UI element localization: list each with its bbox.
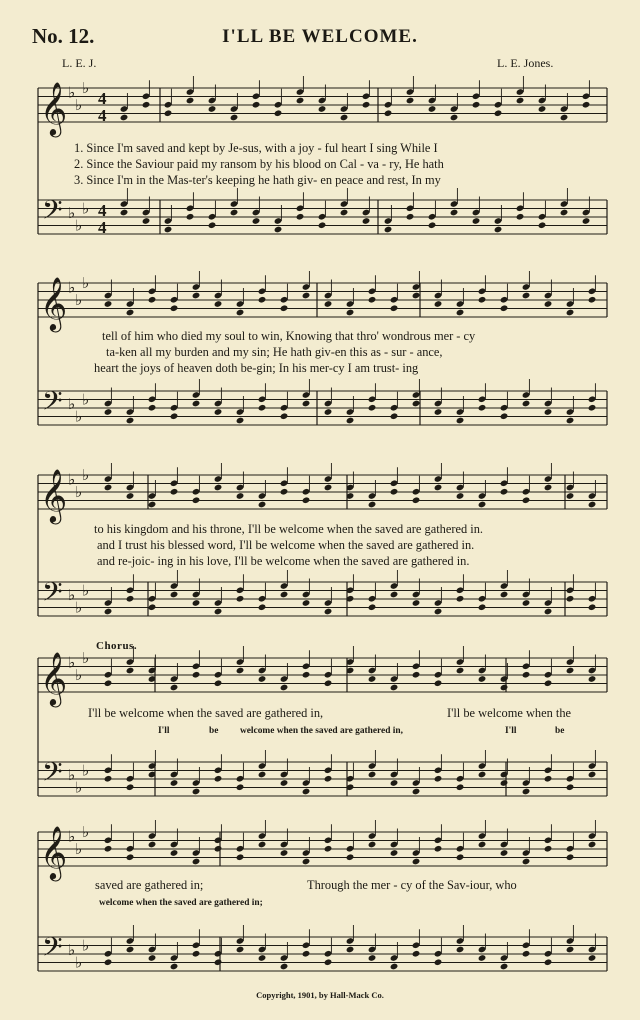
flat-icon: ♭ [75,96,83,114]
note-head [456,667,465,675]
note-head [478,771,487,779]
bass-staff [38,582,607,616]
treble-staff [38,832,607,866]
note-head [142,101,151,109]
note-head [126,946,135,954]
note-head [126,595,135,603]
note-head [478,841,487,849]
note-head [362,217,371,225]
note-head [478,404,487,412]
flat-icon: ♭ [75,291,83,309]
note-head [406,213,415,221]
note-head [208,221,217,229]
note-head [236,946,245,954]
bass-clef-icon: 𝄢 [42,576,63,614]
note-head [566,595,575,603]
verse-line: and re-joic- ing in his love, I'll be welcome when the saved are gathered in. [97,554,470,568]
note-head [318,105,327,113]
flat-icon: ♭ [82,466,90,484]
note-head [104,408,113,416]
note-head [302,400,311,408]
note-head [104,484,113,492]
note-head [412,858,421,866]
bass-staff [38,391,607,425]
verse-line: ta-ken all my burden and my sin; He hath giv-en this as - sur - ance, [106,345,443,359]
treble-staff [38,475,607,509]
note-head [560,209,569,217]
note-head [588,771,597,779]
note-head [412,599,421,607]
bass-staff [38,762,607,796]
flat-icon: ♭ [75,840,83,858]
note-head [280,963,289,971]
note-head [412,292,421,300]
flat-icon: ♭ [75,778,83,797]
note-head [214,484,223,492]
note-head [434,845,443,853]
note-head [384,109,393,117]
note-head [588,603,597,611]
note-head [544,300,553,308]
flat-icon: ♭ [82,649,90,667]
note-head [192,950,201,958]
bass-clef-icon: 𝄢 [42,756,63,794]
note-head [522,292,531,300]
note-head [258,841,267,849]
note-head [538,221,547,229]
verse-line: 3. Since I'm in the Mas-ter's keeping he hath giv- en peace and rest, In my [74,173,441,187]
note-head [412,671,421,679]
chorus-lyric: I'll be welcome when the saved are gathered in, [88,706,324,720]
note-head [236,417,245,425]
note-head [170,963,179,971]
note-head [192,671,201,679]
note-head [390,684,399,692]
hymn-number: No. 12. [32,24,95,48]
note-head [390,412,399,420]
note-head [500,684,509,692]
note-head [104,845,113,853]
note-head [456,417,465,425]
note-head [588,501,597,509]
verse-line: 2. Since the Saviour paid my ransom by his blood on Cal - va - ry, He hath [74,157,444,171]
note-head [214,679,223,687]
note-head [236,783,245,791]
note-head [324,679,333,687]
flat-icon: ♭ [82,581,90,600]
verse-line: and I trust his blessed word, I'll be welcome when the saved are gathered in. [97,538,475,552]
flat-icon: ♭ [68,83,76,102]
note-head [588,404,597,412]
note-head [522,599,531,607]
bass-lyric: be [209,726,219,736]
note-head [274,226,283,234]
flat-icon: ♭ [75,598,83,617]
verse-line: heart the joys of heaven doth be-gin; In his mer-cy I am trust- ing [94,361,419,375]
note-head [368,771,377,779]
note-head [434,300,443,308]
note-head [274,109,283,117]
note-head [522,950,531,958]
note-head [428,221,437,229]
bass-clef-icon: 𝄢 [42,931,63,969]
note-head [148,296,157,304]
flat-icon: ♭ [75,407,83,426]
note-head [456,946,465,954]
note-head [126,667,135,675]
note-head [258,501,267,509]
note-head [192,496,201,504]
note-head [428,105,437,113]
note-head [324,845,333,853]
bass-lyric: welcome when the saved are gathered in; [99,898,263,908]
note-head [170,488,179,496]
treble-staff [38,658,607,692]
note-head [516,213,525,221]
note-head [192,400,201,408]
note-head [192,292,201,300]
note-head [538,105,547,113]
note-head [280,488,289,496]
note-head [214,300,223,308]
flat-icon: ♭ [82,79,90,97]
note-head [434,775,443,783]
note-head [450,114,459,122]
note-head [522,400,531,408]
time-signature: 4 [98,106,107,125]
note-head [500,304,509,312]
note-head [566,946,575,954]
note-head [302,950,311,958]
note-head [148,501,157,509]
note-head [390,963,399,971]
note-head [126,417,135,425]
flat-icon: ♭ [68,203,76,222]
note-head [544,484,553,492]
bass-staff [38,937,607,971]
bass-lyric: be [555,726,565,736]
note-head [368,954,377,962]
note-head [566,853,575,861]
note-head [566,417,575,425]
note-head [434,958,443,966]
note-head [258,404,267,412]
bass-lyric: I'll [505,726,517,736]
note-head [478,501,487,509]
note-head [302,292,311,300]
note-head [236,853,245,861]
note-head [214,958,223,966]
note-head [104,608,113,616]
note-head [302,671,311,679]
note-head [494,226,503,234]
note-head [544,775,553,783]
note-head [390,779,399,787]
flat-icon: ♭ [82,936,90,955]
note-head [280,304,289,312]
flat-icon: ♭ [68,278,76,297]
note-head [500,591,509,599]
flat-icon: ♭ [68,585,76,604]
note-head [434,608,443,616]
note-head [324,608,333,616]
note-head [582,217,591,225]
treble-clef-icon: 𝄞 [40,468,68,522]
bass-clef-icon: 𝄢 [42,194,63,232]
note-head [500,849,509,857]
treble-clef-icon: 𝄞 [40,651,68,705]
note-head [214,845,223,853]
note-head [170,849,179,857]
note-head [478,675,487,683]
note-head [214,608,223,616]
note-head [148,404,157,412]
note-head [340,114,349,122]
chorus-lyric: Through the mer - cy of the Sav-iour, who [307,878,517,892]
chorus-lyric: I'll be welcome when the [447,706,572,720]
note-head [280,849,289,857]
note-head [126,309,135,317]
note-head [258,675,267,683]
note-head [516,97,525,105]
note-head [170,591,179,599]
note-head [104,775,113,783]
chorus-lyric: saved are gathered in; [95,878,204,892]
note-head [192,788,201,796]
note-head [170,304,179,312]
note-head [472,101,481,109]
note-head [296,97,305,105]
note-head [296,213,305,221]
note-head [258,954,267,962]
verse-line: tell of him who died my soul to win, Knowing that thro' wondrous mer - cy [102,329,476,343]
note-head [346,417,355,425]
note-head [588,841,597,849]
treble-clef-icon: 𝄞 [40,276,68,330]
note-head [500,412,509,420]
note-head [368,675,377,683]
note-head [412,788,421,796]
note-head [544,845,553,853]
note-head [478,954,487,962]
note-head [324,775,333,783]
note-head [368,841,377,849]
flat-icon: ♭ [68,394,76,413]
note-head [406,97,415,105]
note-head [192,599,201,607]
note-head [472,217,481,225]
verse-line: to his kingdom and his throne, I'll be welcome when the saved are gathered in. [94,522,483,536]
chorus-label: Chorus. [96,640,138,652]
note-head [324,300,333,308]
flat-icon: ♭ [68,827,76,846]
note-head [318,221,327,229]
hymn-title: I'LL BE WELCOME. [222,26,418,47]
note-head [560,114,569,122]
note-head [456,492,465,500]
flat-icon: ♭ [82,390,90,409]
bass-lyric: welcome when the saved are gathered in, [240,726,403,736]
note-head [148,954,157,962]
note-head [280,412,289,420]
note-head [434,408,443,416]
note-head [384,226,393,234]
note-head [544,679,553,687]
note-head [104,958,113,966]
note-head [302,858,311,866]
note-head [500,963,509,971]
note-head [362,101,371,109]
note-head [192,858,201,866]
words-credit: L. E. J. [62,56,97,70]
note-head [544,408,553,416]
note-head [390,488,399,496]
note-head [412,496,421,504]
time-signature: 4 [98,89,107,108]
note-head [236,309,245,317]
note-head [142,217,151,225]
flat-icon: ♭ [75,666,83,684]
note-head [478,603,487,611]
note-head [252,217,261,225]
note-head [324,958,333,966]
note-head [522,671,531,679]
note-head [412,950,421,958]
note-head [236,492,245,500]
flat-icon: ♭ [68,653,76,672]
verse-line: 1. Since I'm saved and kept by Je-sus, with a joy - ful heart I sing While I [74,141,438,155]
note-head [170,779,179,787]
flat-icon: ♭ [75,216,83,235]
note-head [346,853,355,861]
note-head [280,591,289,599]
note-head [126,492,135,500]
note-head [588,296,597,304]
note-head [346,946,355,954]
note-head [214,775,223,783]
note-head [324,484,333,492]
treble-clef-icon: 𝄞 [40,825,68,879]
note-head [588,675,597,683]
note-head [236,595,245,603]
note-head [522,788,531,796]
note-head [582,101,591,109]
flat-icon: ♭ [75,483,83,501]
bass-lyric: I'll [158,726,170,736]
note-head [324,408,333,416]
note-head [258,771,267,779]
note-head [280,779,289,787]
note-head [164,109,173,117]
note-head [170,412,179,420]
note-head [494,109,503,117]
note-head [450,209,459,217]
flat-icon: ♭ [82,761,90,780]
flat-icon: ♭ [75,953,83,972]
note-head [340,209,349,217]
note-head [230,114,239,122]
note-head [500,488,509,496]
note-head [302,788,311,796]
note-head [252,101,261,109]
note-head [544,958,553,966]
note-head [104,679,113,687]
note-head [456,595,465,603]
note-head [186,213,195,221]
note-head [434,484,443,492]
note-head [346,309,355,317]
note-head [390,591,399,599]
note-head [126,853,135,861]
note-head [120,114,129,122]
note-head [566,783,575,791]
time-signature: 4 [98,218,107,237]
note-head [302,496,311,504]
note-head [302,599,311,607]
note-head [258,603,267,611]
note-head [478,296,487,304]
note-head [456,309,465,317]
note-head [120,209,129,217]
copyright-notice: Copyright, 1901, by Hall-Mack Co. [256,990,384,1000]
flat-icon: ♭ [68,470,76,489]
time-signature: 4 [98,201,107,220]
note-head [368,501,377,509]
note-head [434,679,443,687]
note-head [280,684,289,692]
note-head [566,492,575,500]
note-head [368,404,377,412]
note-head [186,97,195,105]
note-head [148,841,157,849]
note-head [456,783,465,791]
treble-clef-icon: 𝄞 [40,81,68,135]
note-head [170,684,179,692]
note-head [126,783,135,791]
note-head [236,667,245,675]
music-credit: L. E. Jones. [497,56,554,70]
note-head [230,209,239,217]
note-head [390,849,399,857]
note-head [522,858,531,866]
note-head [544,608,553,616]
note-head [412,400,421,408]
note-head [500,779,509,787]
note-head [522,496,531,504]
note-head [368,296,377,304]
note-head [164,226,173,234]
flat-icon: ♭ [68,765,76,784]
flat-icon: ♭ [68,940,76,959]
note-head [566,309,575,317]
note-head [214,408,223,416]
note-head [104,300,113,308]
note-head [148,603,157,611]
flat-icon: ♭ [82,274,90,292]
treble-staff [38,283,607,317]
flat-icon: ♭ [82,199,90,218]
bass-clef-icon: 𝄢 [42,385,63,423]
note-head [208,105,217,113]
note-head [588,954,597,962]
note-head [566,667,575,675]
note-head [368,603,377,611]
note-head [390,304,399,312]
note-head [456,853,465,861]
note-head [258,296,267,304]
flat-icon: ♭ [82,823,90,841]
